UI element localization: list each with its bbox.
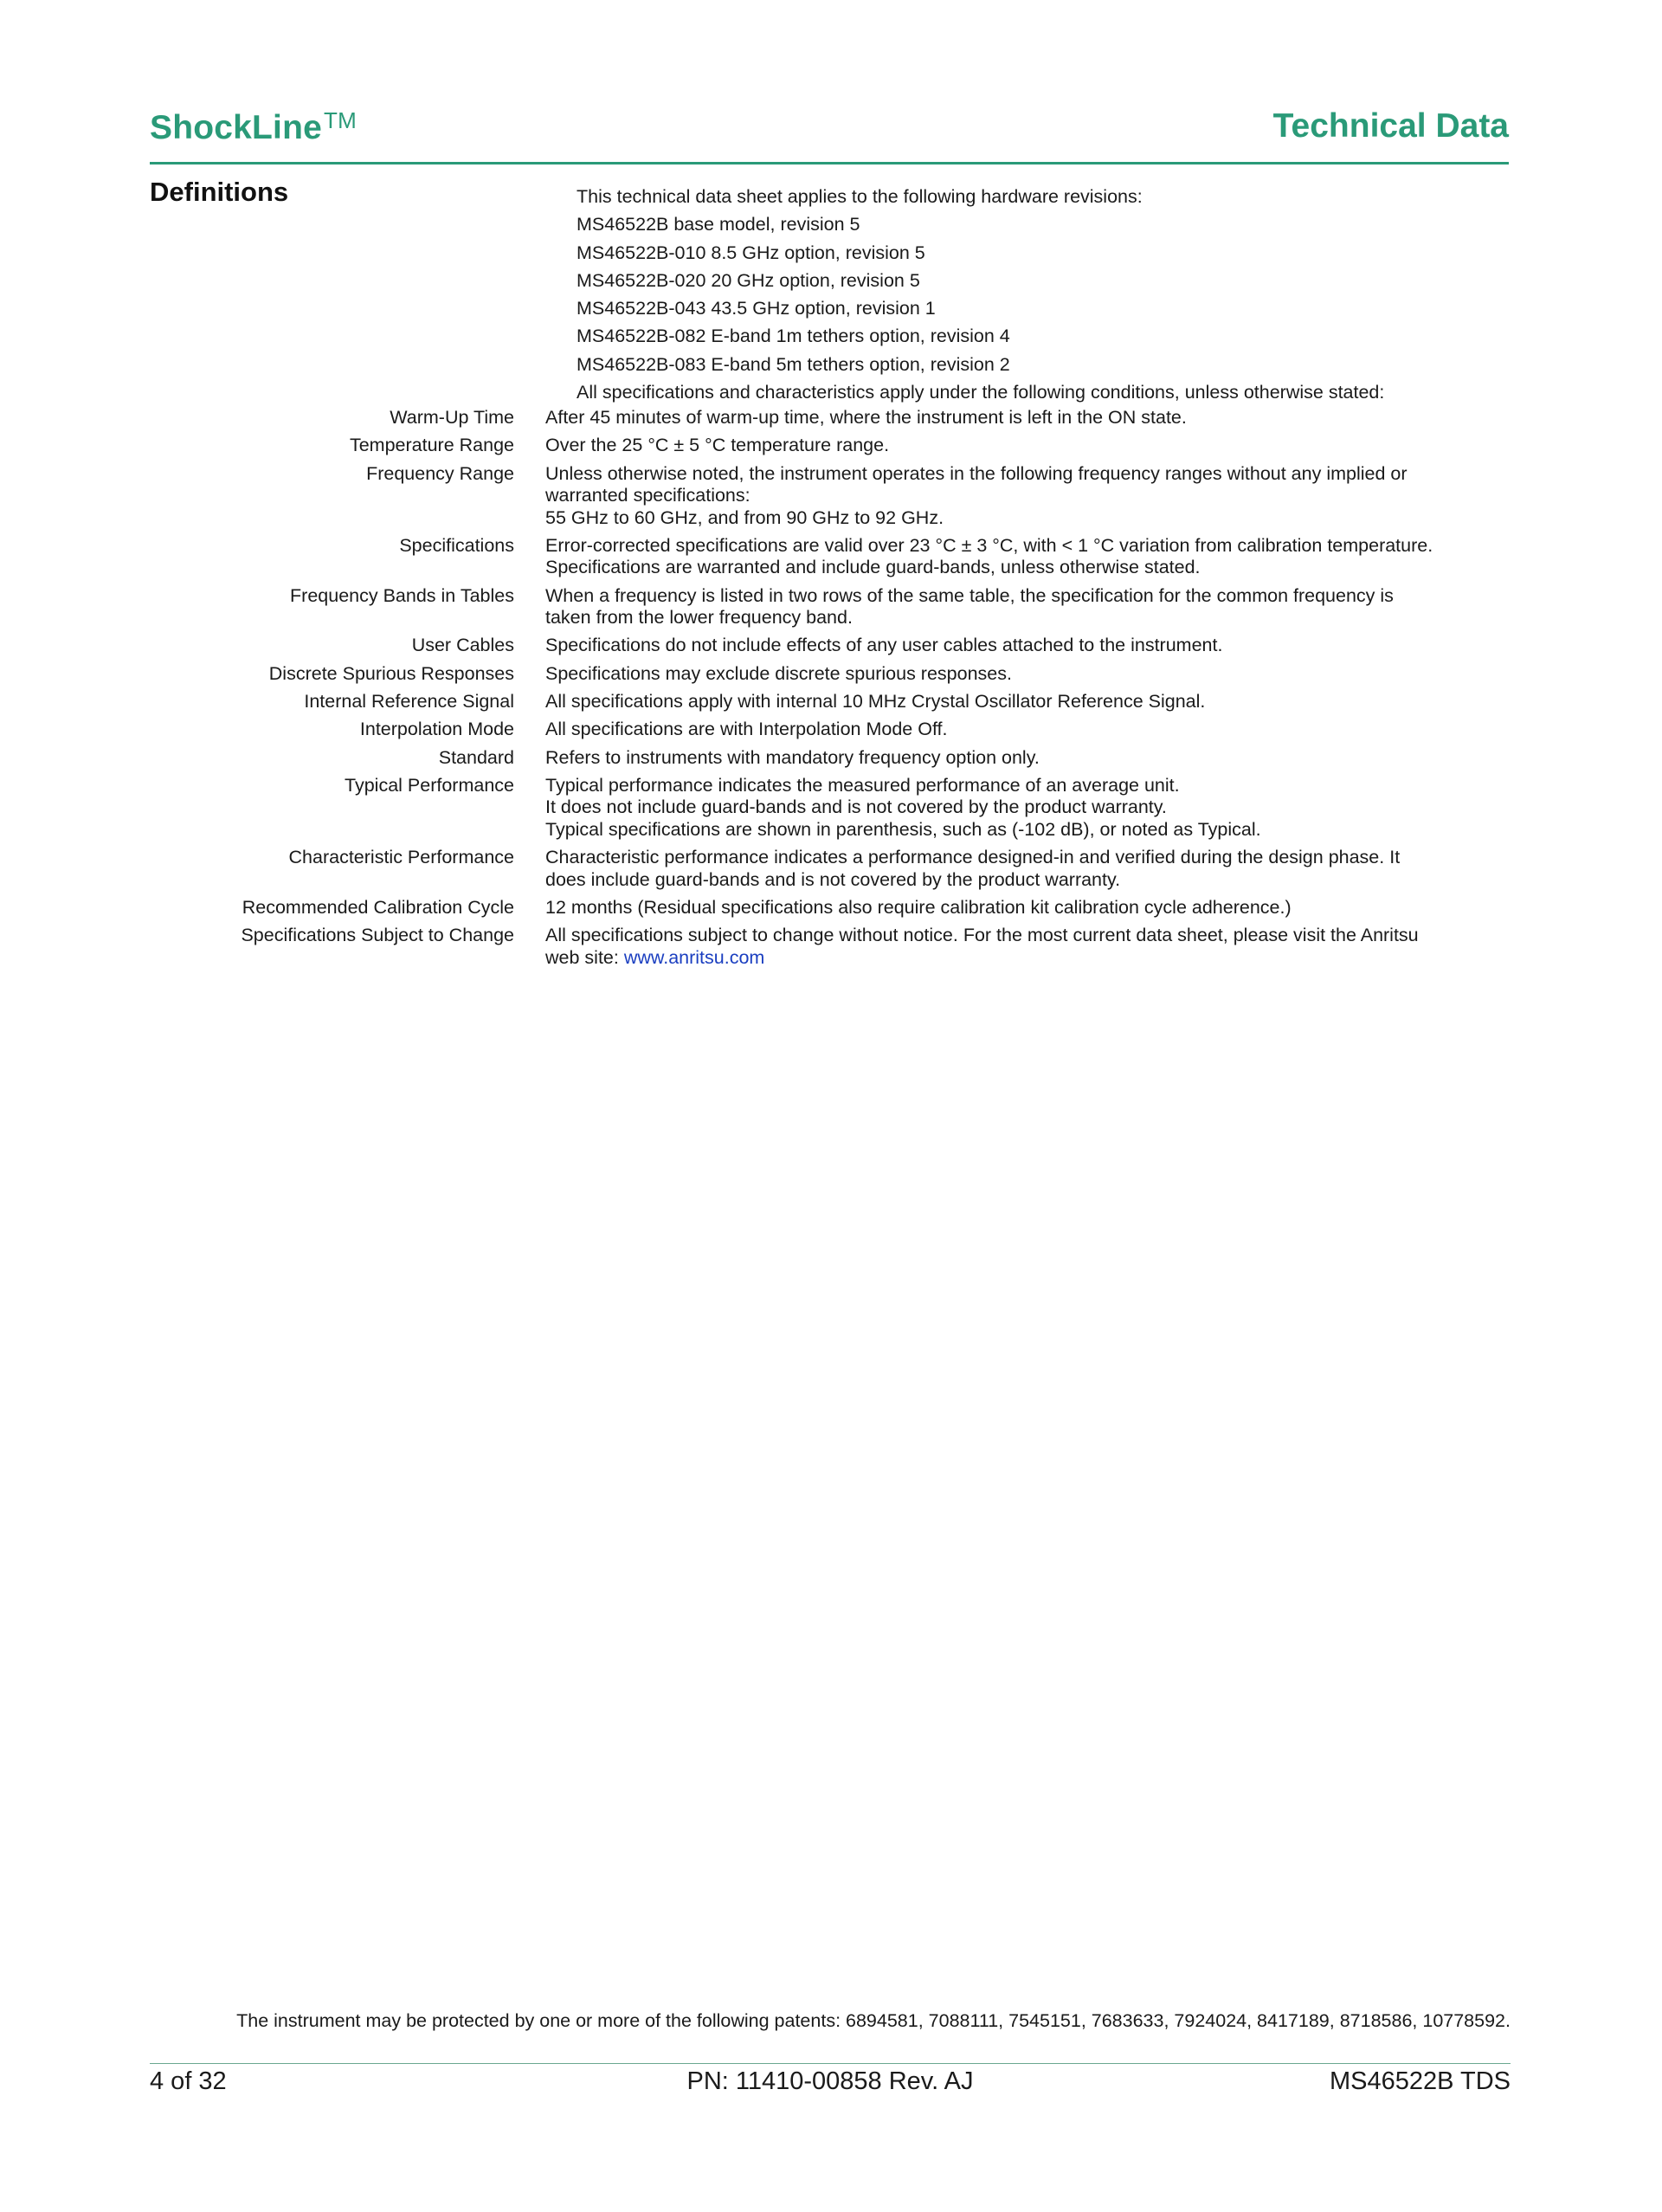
web-site-prefix: web site: xyxy=(545,946,624,968)
definition-description xyxy=(545,747,1513,770)
definition-description xyxy=(545,925,1513,969)
definition-line: Typical specifications are shown in parenthesis, such as (-102 dB), or noted as Typical. xyxy=(545,818,1261,840)
definition-line: Typical performance indicates the measured performance of an average unit. xyxy=(545,774,1180,796)
intro-line: All specifications and characteristics apply under the following conditions, unless otherwise stated: xyxy=(577,382,1385,403)
definition-description xyxy=(545,897,1513,919)
definition-line: After 45 minutes of warm-up time, where the instrument is left in the ON state. xyxy=(545,407,1187,428)
definition-line: All specifications subject to change without notice. For the most current data sheet, please visit the Anritsu xyxy=(545,925,1419,946)
definition-description xyxy=(545,435,1513,457)
intro-line: MS46522B-082 E-band 1m tethers option, revision 4 xyxy=(577,326,1010,347)
definition-term: User Cables xyxy=(411,635,514,656)
brand-title xyxy=(150,107,357,147)
definition-line: Unless otherwise noted, the instrument operates in the following frequency ranges without any implied or xyxy=(545,462,1408,484)
document-type: Technical Data xyxy=(1272,107,1509,145)
definition-line: All specifications apply with internal 10 MHz Crystal Oscillator Reference Signal. xyxy=(545,691,1206,713)
intro-line: MS46522B-020 20 GHz option, revision 5 xyxy=(577,269,920,291)
definition-row xyxy=(150,635,1513,657)
definition-row xyxy=(150,691,1513,713)
definition-description xyxy=(545,719,1513,741)
definition-term: Frequency Bands in Tables xyxy=(290,584,514,606)
definition-line: Refers to instruments with mandatory frequency option only. xyxy=(545,746,1040,768)
definition-term: Warm-Up Time xyxy=(390,407,514,428)
intro-block xyxy=(577,183,1511,406)
definition-line: taken from the lower frequency band. xyxy=(545,607,853,629)
definition-line: All specifications are with Interpolation Mode Off. xyxy=(545,719,948,740)
definition-row xyxy=(150,407,1513,429)
definition-term: Specifications Subject to Change xyxy=(241,925,514,946)
patent-notice: The instrument may be protected by one or more of the following patents: 6894581, 7088111, 7545151, 7683633, 7924024, 8417189, 8718586, 10778592. xyxy=(236,2010,1511,2031)
footer-divider xyxy=(150,2063,1511,2064)
definition-line xyxy=(545,947,1513,970)
definition-row-subject-to-change xyxy=(150,925,1513,969)
definition-row xyxy=(150,747,1513,770)
definition-term: Temperature Range xyxy=(349,435,514,456)
intro-line: MS46522B base model, revision 5 xyxy=(577,214,860,235)
page-header xyxy=(150,102,1509,164)
definition-description xyxy=(545,585,1513,629)
definition-row xyxy=(150,463,1513,530)
definition-row xyxy=(150,719,1513,741)
part-number: PN: 11410-00858 Rev. AJ xyxy=(686,2067,974,2095)
definition-row xyxy=(150,435,1513,457)
definition-term: Internal Reference Signal xyxy=(304,691,514,713)
page-number: 4 of 32 xyxy=(150,2067,227,2095)
definition-row xyxy=(150,847,1513,891)
definition-description xyxy=(545,775,1513,842)
definition-description xyxy=(545,663,1513,686)
definition-row xyxy=(150,775,1513,842)
intro-line: MS46522B-043 43.5 GHz option, revision 1 xyxy=(577,298,936,319)
definition-description xyxy=(545,691,1513,713)
definition-line: Specifications may exclude discrete spurious responses. xyxy=(545,662,1012,684)
definition-row xyxy=(150,535,1513,579)
definition-line: 12 months (Residual specifications also require calibration kit calibration cycle adherence.) xyxy=(545,897,1292,919)
definition-line: When a frequency is listed in two rows of the same table, the specification for the common frequency is xyxy=(545,584,1394,606)
definition-description xyxy=(545,407,1513,429)
definition-description xyxy=(545,635,1513,657)
definition-line: Specifications are warranted and include guard-bands, unless otherwise stated. xyxy=(545,557,1201,578)
definition-row xyxy=(150,585,1513,629)
definition-line: Characteristic performance indicates a performance designed-in and verified during the design phase. It xyxy=(545,847,1401,868)
definition-row xyxy=(150,663,1513,686)
definition-description xyxy=(545,463,1513,530)
definition-term: Frequency Range xyxy=(366,462,514,484)
definition-line: Over the 25 °C ± 5 °C temperature range. xyxy=(545,435,890,456)
definition-term: Typical Performance xyxy=(345,774,514,796)
definition-term: Standard xyxy=(438,746,514,768)
section-title: Definitions xyxy=(150,177,289,207)
definition-term: Recommended Calibration Cycle xyxy=(242,897,514,919)
intro-line: MS46522B-083 E-band 5m tethers option, revision 2 xyxy=(577,353,1010,375)
definition-term: Characteristic Performance xyxy=(288,847,514,868)
definition-line: Error-corrected specifications are valid over 23 °C ± 3 °C, with < 1 °C variation from calibration temperature. xyxy=(545,534,1433,556)
definition-line: Specifications do not include effects of any user cables attached to the instrument. xyxy=(545,635,1223,656)
definition-line: warranted specifications: xyxy=(545,485,750,506)
definition-term: Interpolation Mode xyxy=(359,719,514,740)
definition-line: It does not include guard-bands and is not covered by the product warranty. xyxy=(545,796,1167,818)
definitions-list xyxy=(150,407,1513,975)
definition-row xyxy=(150,897,1513,919)
page-footer xyxy=(150,2067,1511,2102)
intro-line: MS46522B-010 8.5 GHz option, revision 5 xyxy=(577,242,925,263)
intro-line: This technical data sheet applies to the following hardware revisions: xyxy=(577,186,1143,207)
definition-line: 55 GHz to 60 GHz, and from 90 GHz to 92 GHz. xyxy=(545,506,944,528)
brand-name: ShockLine xyxy=(150,109,323,146)
definition-description xyxy=(545,535,1513,579)
definition-term: Discrete Spurious Responses xyxy=(268,662,514,684)
definition-description xyxy=(545,847,1513,891)
trademark-mark: TM xyxy=(324,107,357,133)
definition-line: does include guard-bands and is not covered by the product warranty. xyxy=(545,868,1121,890)
definition-term: Specifications xyxy=(399,534,514,556)
anritsu-website-link[interactable]: www.anritsu.com xyxy=(623,946,765,968)
document-name: MS46522B TDS xyxy=(1329,2067,1511,2095)
